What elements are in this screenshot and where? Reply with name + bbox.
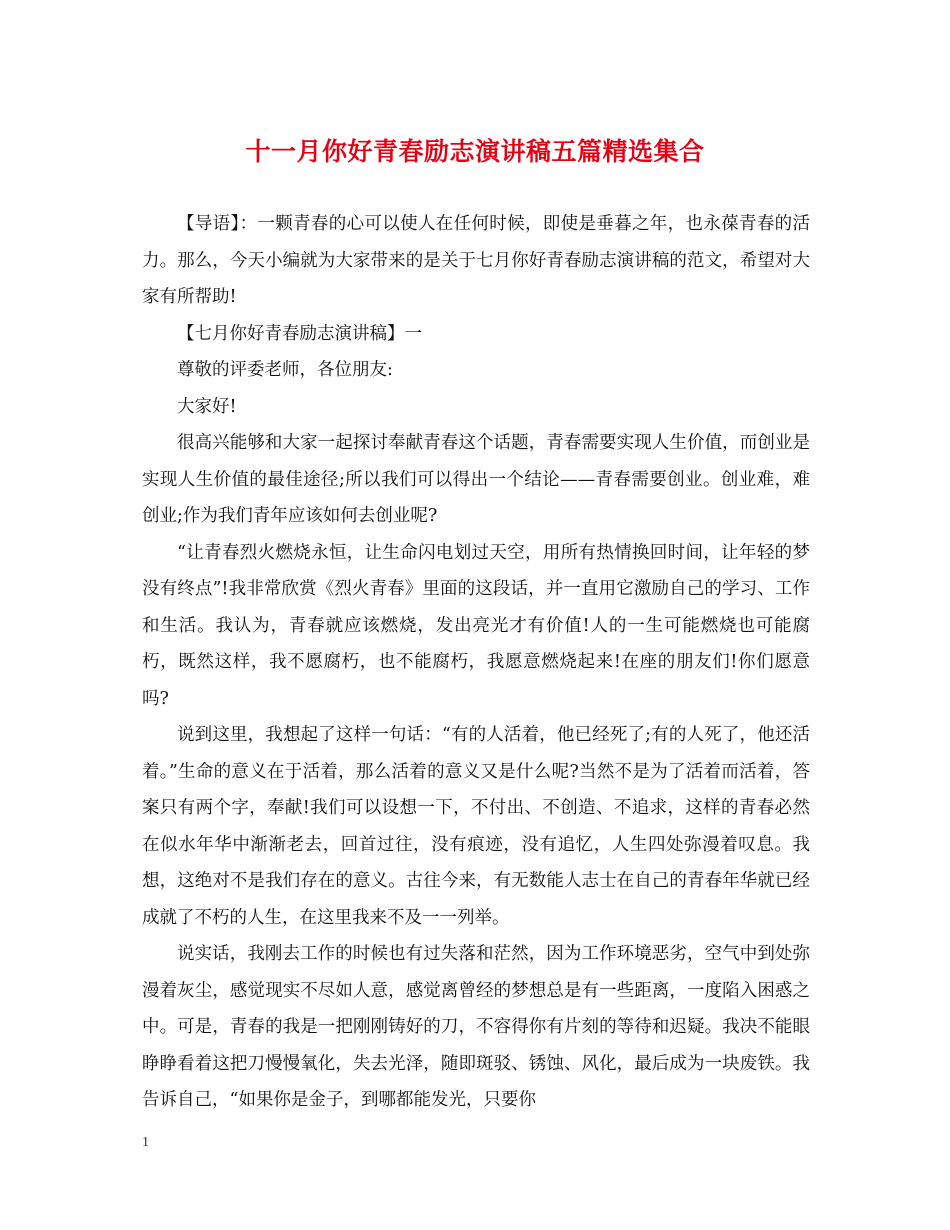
paragraph-body: 很高兴能够和大家一起探讨奉献青春这个话题，青春需要实现人生价值，而创业是实现人生价值的最佳途径;所以我们可以得出一个结论——青春需要创业。创业难，难创业;作为我们青年应该如何去创业呢? <box>142 433 810 526</box>
page-number: 1 <box>142 1135 149 1150</box>
paragraph-greeting: 大家好! <box>177 396 237 417</box>
paragraph-section-heading: 【七月你好青春励志演讲稿】一 <box>177 323 422 344</box>
paragraph-body: 说实话，我刚去工作的时候也有过失落和茫然，因为工作环境恶劣，空气中到处弥漫着灰尘，感觉现实不尽如人意，感觉离曾经的梦想总是有一些距离，一度陷入困惑之中。可是，青春的我是一把刚刚铸好的刀，不容得你有片刻的等待和迟疑。我决不能眼睁睁看着这把刀慢慢氧化，失去光泽，随即斑驳、锈蚀、风化，最后成为一块废铁。我告诉自己，“如果你是金子，到哪都能发光，只要你 <box>142 944 810 1110</box>
paragraph-body: “让青春烈火燃烧永恒，让生命闪电划过天空，用所有热情换回时间，让年轻的梦没有终点”!我非常欣赏《烈火青春》里面的这段话，并一直用它激励自己的学习、工作和生活。我认为，青春就应该燃烧，发出亮光才有价值!人的一生可能燃烧也可能腐朽，既然这样，我不愿腐朽，也不能腐朽，我愿意燃烧起来!在座的朋友们!你们愿意吗? <box>142 542 810 709</box>
paragraph-intro: 【导语】：一颗青春的心可以使人在任何时候，即使是垂暮之年，也永葆青春的活力。那么，今天小编就为大家带来的是关于七月你好青春励志演讲稿的范文，希望对大家有所帮助! <box>142 214 810 307</box>
document-title: 十一月你好青春励志演讲稿五篇精选集合 <box>245 137 705 166</box>
paragraph-salutation: 尊敬的评委老师，各位朋友: <box>177 360 393 380</box>
paragraph-body: 说到这里，我想起了这样一句话：“有的人活着，他已经死了;有的人死了，他还活着。”生命的意义在于活着，那么活着的意义又是什么呢?当然不是为了活着而活着，答案只有两个字，奉献!我们可以设想一下，不付出、不创造、不追求，这样的青春必然在似水年华中渐渐老去，回首过往，没有痕迹，没有追忆，人生四处弥漫着叹息。我想，这绝对不是我们存在的意义。古往今来，有无数能人志士在自己的青春年华就已经成就了不朽的人生，在这里我来不及一一列举。 <box>142 725 810 928</box>
document-body <box>142 206 810 1119</box>
